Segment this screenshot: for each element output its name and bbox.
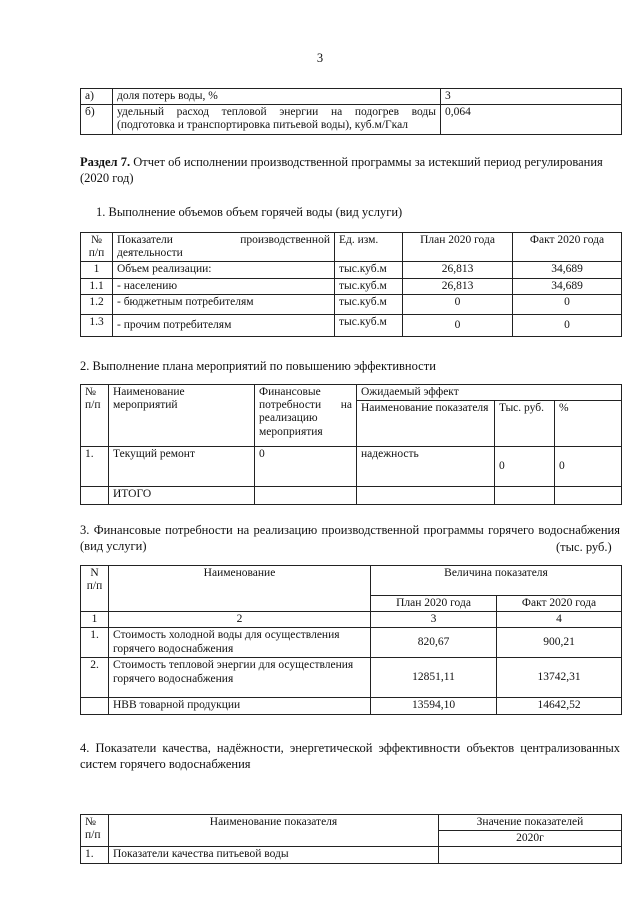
cell-num: 1.1 — [81, 278, 113, 294]
cell-num: 1. — [81, 447, 109, 487]
row-value: 3 — [441, 89, 622, 105]
cell-fact: 900,21 — [497, 628, 622, 658]
table-header-row — [81, 385, 622, 401]
cell-num: 1. — [81, 847, 109, 863]
cell-name: - прочим потребителям — [113, 314, 335, 336]
cell-indicator: надежность — [357, 447, 495, 487]
total-label: ИТОГО — [109, 487, 255, 505]
sub3-title: 3. Финансовые потребности на реализацию производственной программы горячего водоснабжения (вид услуги) — [80, 523, 620, 554]
cell-name: - населению — [113, 278, 335, 294]
cell-plan: 26,813 — [403, 278, 513, 294]
header-name: Наименование мероприятий — [109, 385, 255, 447]
cell-num: 1.3 — [81, 314, 113, 336]
cell-num — [81, 698, 109, 714]
header-name: Показатели производственной деятельности — [113, 233, 335, 262]
cell-name: Показатели качества питьевой воды — [109, 847, 439, 863]
cell-name: Стоимость холодной воды для осуществления горячего водоснабжения — [109, 628, 371, 658]
cell-rub: 0 — [495, 447, 555, 487]
row-letter: а) — [81, 89, 113, 105]
cell-unit: тыс.куб.м — [335, 278, 403, 294]
cell-unit: тыс.куб.м — [335, 262, 403, 278]
sub1-title: 1. Выполнение объемов объем горячей воды (вид услуги) — [96, 205, 403, 219]
table-row — [81, 89, 622, 105]
cell-plan: 12851,11 — [371, 658, 497, 698]
sub3-unit-note: (тыс. руб.) — [556, 540, 612, 554]
cell-fact: 34,689 — [513, 278, 622, 294]
header-num: № п/п — [81, 385, 109, 447]
cell-name: Стоимость тепловой энергии для осуществления горячего водоснабжения — [109, 658, 371, 698]
cell-fact: 14642,52 — [497, 698, 622, 714]
cell-num: 2. — [81, 658, 109, 698]
header-name: Наименование — [109, 566, 371, 612]
cell-name: Текущий ремонт — [109, 447, 255, 487]
row-value: 0,064 — [441, 105, 622, 134]
volume-table — [80, 232, 622, 337]
section-7-text: Отчет об исполнении производственной программы за истекший период регулирования (2020 год) — [80, 155, 603, 186]
cell-fact: 0 — [513, 314, 622, 336]
table-header-row — [81, 815, 622, 831]
col-number: 3 — [371, 612, 497, 628]
sub2-title: 2. Выполнение плана мероприятий по повышению эффективности — [80, 359, 436, 373]
cell-name: - бюджетным потребителям — [113, 294, 335, 314]
cell-plan: 0 — [403, 314, 513, 336]
quality-table — [80, 814, 622, 864]
cell-num: 1 — [81, 262, 113, 278]
header-unit: Ед. изм. — [335, 233, 403, 262]
header-name: Наименование показателя — [109, 815, 439, 847]
cell-finance: 0 — [255, 447, 357, 487]
finance-table — [80, 565, 622, 715]
header-finance: Финансовые потребности на реализацию мероприятия — [255, 385, 357, 447]
cell-num: 1. — [81, 628, 109, 658]
header-plan: План 2020 года — [403, 233, 513, 262]
table-row — [81, 262, 622, 278]
header-value: Величина показателя — [371, 566, 622, 596]
row-label: доля потерь воды, % — [113, 89, 441, 105]
cell-unit: тыс.куб.м — [335, 314, 403, 336]
header-fact: Факт 2020 года — [497, 596, 622, 612]
header-plan: План 2020 года — [371, 596, 497, 612]
row-label: удельный расход тепловой энергии на подогрев воды (подготовка и транспортировка питьевой воды), куб.м/Гкал — [113, 105, 441, 134]
header-rub: Тыс. руб. — [495, 401, 555, 447]
header-fact: Факт 2020 года — [513, 233, 622, 262]
cell-plan: 26,813 — [403, 262, 513, 278]
header-indicator: Наименование показателя — [357, 401, 495, 447]
table-col-numbers — [81, 612, 622, 628]
header-num: № п/п — [81, 815, 109, 847]
page-number: 3 — [316, 51, 324, 65]
cell-num: 1.2 — [81, 294, 113, 314]
cell-fact: 13742,31 — [497, 658, 622, 698]
col-number: 1 — [81, 612, 109, 628]
table-row — [81, 658, 622, 698]
row-letter: б) — [81, 105, 113, 134]
cell-pct: 0 — [555, 447, 622, 487]
table-row — [81, 847, 622, 863]
table-row — [81, 447, 622, 487]
table-row — [81, 628, 622, 658]
header-effect: Ожидаемый эффект — [357, 385, 622, 401]
header-pct: % — [555, 401, 622, 447]
section-7-title — [80, 154, 620, 187]
table-row — [81, 105, 622, 134]
header-num: № п/п — [81, 233, 113, 262]
cell-fact: 0 — [513, 294, 622, 314]
table-row — [81, 314, 622, 336]
measures-table — [80, 384, 622, 505]
col-number: 4 — [497, 612, 622, 628]
section-7-label: Раздел 7. — [80, 155, 131, 169]
cell-name: Объем реализации: — [113, 262, 335, 278]
cell-name: НВВ товарной продукции — [109, 698, 371, 714]
header-value: Значение показателей — [439, 815, 622, 831]
cell-fact: 34,689 — [513, 262, 622, 278]
cell-unit: тыс.куб.м — [335, 294, 403, 314]
col-number: 2 — [109, 612, 371, 628]
cell-plan: 820,67 — [371, 628, 497, 658]
table-header-row — [81, 233, 622, 262]
cell-plan: 13594,10 — [371, 698, 497, 714]
header-year: 2020г — [439, 831, 622, 847]
table-row — [81, 294, 622, 314]
table-header-row — [81, 566, 622, 596]
sub4-title: 4. Показатели качества, надёжности, энергетической эффективности объектов централизованных систем горячего водоснабжения — [80, 741, 620, 772]
table-row — [81, 278, 622, 294]
table-row — [81, 698, 622, 714]
table-row — [81, 487, 622, 505]
cell-plan: 0 — [403, 294, 513, 314]
top-table — [80, 88, 622, 135]
header-num: N п/п — [81, 566, 109, 612]
